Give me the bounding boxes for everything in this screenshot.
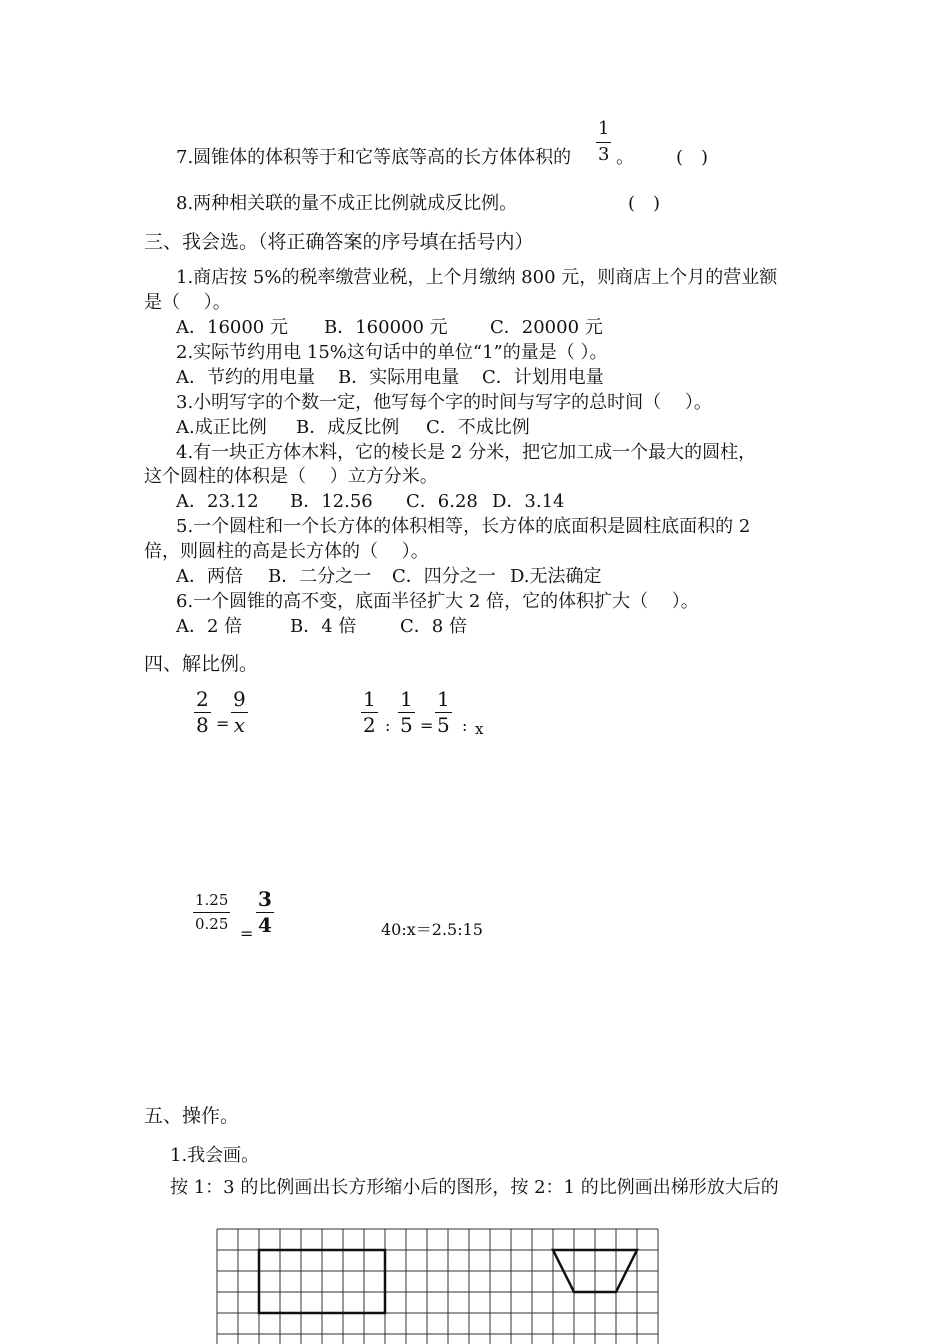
eq2-fraction-c: $\frac{1}{5}$	[437, 687, 450, 737]
s3-q1-line1: 1.商店按 5%的税率缴营业税，上个月缴纳 800 元，则商店上个月的营业额	[176, 267, 778, 288]
s3-q1-line2: 是（ ）。	[144, 292, 231, 313]
section5-heading: 五、操作。	[144, 1105, 240, 1127]
s3-q6-option-c[interactable]: C．8 倍	[400, 616, 467, 637]
eq2-equals: =	[420, 716, 434, 735]
q8-answer-paren[interactable]: ( )	[628, 193, 661, 214]
s3-q6-option-b[interactable]: B．4 倍	[290, 616, 357, 637]
s3-q5-option-d[interactable]: D.无法确定	[510, 566, 602, 587]
section4-heading: 四、解比例。	[144, 653, 259, 675]
section3-heading: 三、我会选。（将正确答案的序号填在括号内）	[144, 231, 534, 253]
q7-text: 7.圆锥体的体积等于和它等底等高的长方体体积的	[176, 147, 572, 168]
eq1-left-fraction: $\frac{2}{8}$	[196, 687, 209, 737]
eq2-variable-x: x	[475, 720, 484, 738]
eq2-colon-1: :	[385, 716, 391, 735]
s3-q4-line2: 这个圆柱的体积是（ ）立方分米。	[144, 466, 438, 487]
eq4: 40:x＝2.5:15	[381, 920, 483, 939]
grid-lines	[217, 1229, 658, 1344]
s3-q4-option-c[interactable]: C．6.28	[406, 491, 478, 512]
s3-q2-option-c[interactable]: C．计划用电量	[482, 367, 604, 388]
s3-q3-option-b[interactable]: B．成反比例	[296, 417, 400, 438]
s3-q1-option-c[interactable]: C．20000 元	[490, 317, 603, 338]
q7-fraction: $\frac{1}{3}$	[598, 118, 610, 165]
q8-text: 8.两种相关联的量不成正比例就成反比例。	[176, 193, 518, 214]
s3-q2-option-b[interactable]: B．实际用电量	[338, 367, 460, 388]
q7-answer-paren[interactable]: ( )	[676, 147, 709, 168]
s3-q4-line1: 4.有一块正方体木料，它的棱长是 2 分米，把它加工成一个最大的圆柱，	[176, 442, 757, 463]
section5-instruction: 按 1：3 的比例画出长方形缩小后的图形，按 2：1 的比例画出梯形放大后的	[170, 1177, 779, 1198]
s3-q1-option-a[interactable]: A．16000 元	[176, 317, 288, 338]
eq3-right-fraction: $\frac{3}{4}$	[258, 887, 272, 937]
s3-q2-line: 2.实际节约用电 15%这句话中的单位“1”的量是（ ）。	[176, 342, 608, 363]
eq1-equals: =	[216, 714, 230, 733]
eq3-left-fraction: $\frac{1.25}{0.25}$	[195, 891, 229, 933]
drawing-grid[interactable]	[215, 1227, 675, 1344]
s3-q3-line: 3.小明写字的个数一定，他写每个字的时间与写字的总时间（ ）。	[176, 392, 712, 413]
s3-q4-option-d[interactable]: D．3.14	[492, 491, 565, 512]
s3-q5-option-a[interactable]: A．两倍	[176, 566, 243, 587]
eq2-fraction-b: $\frac{1}{5}$	[400, 687, 413, 737]
eq2-fraction-a: $\frac{1}{2}$	[363, 687, 376, 737]
s3-q4-option-a[interactable]: A．23.12	[176, 491, 259, 512]
eq2-colon-2: :	[462, 716, 468, 735]
s3-q1-option-b[interactable]: B．160000 元	[324, 317, 448, 338]
q7-tail: 。	[616, 147, 634, 168]
s3-q6-option-a[interactable]: A．2 倍	[176, 616, 243, 637]
section5-sub1: 1.我会画。	[170, 1145, 260, 1166]
eq3-equals: =	[240, 924, 254, 943]
s3-q5-option-b[interactable]: B．二分之一	[268, 566, 372, 587]
eq1-right-fraction: $\frac{9}{x}$	[233, 687, 246, 737]
s3-q5-line1: 5.一个圆柱和一个长方体的体积相等，长方体的底面积是圆柱底面积的 2	[176, 516, 751, 537]
s3-q6-line: 6.一个圆锥的高不变，底面半径扩大 2 倍，它的体积扩大（ ）。	[176, 591, 699, 612]
s3-q3-option-c[interactable]: C．不成比例	[426, 417, 530, 438]
s3-q5-option-c[interactable]: C．四分之一	[392, 566, 496, 587]
s3-q4-option-b[interactable]: B．12.56	[290, 491, 373, 512]
s3-q5-line2: 倍，则圆柱的高是长方体的（ ）。	[144, 541, 429, 562]
s3-q2-option-a[interactable]: A．节约的用电量	[176, 367, 315, 388]
s3-q3-option-a[interactable]: A.成正比例	[176, 417, 267, 438]
